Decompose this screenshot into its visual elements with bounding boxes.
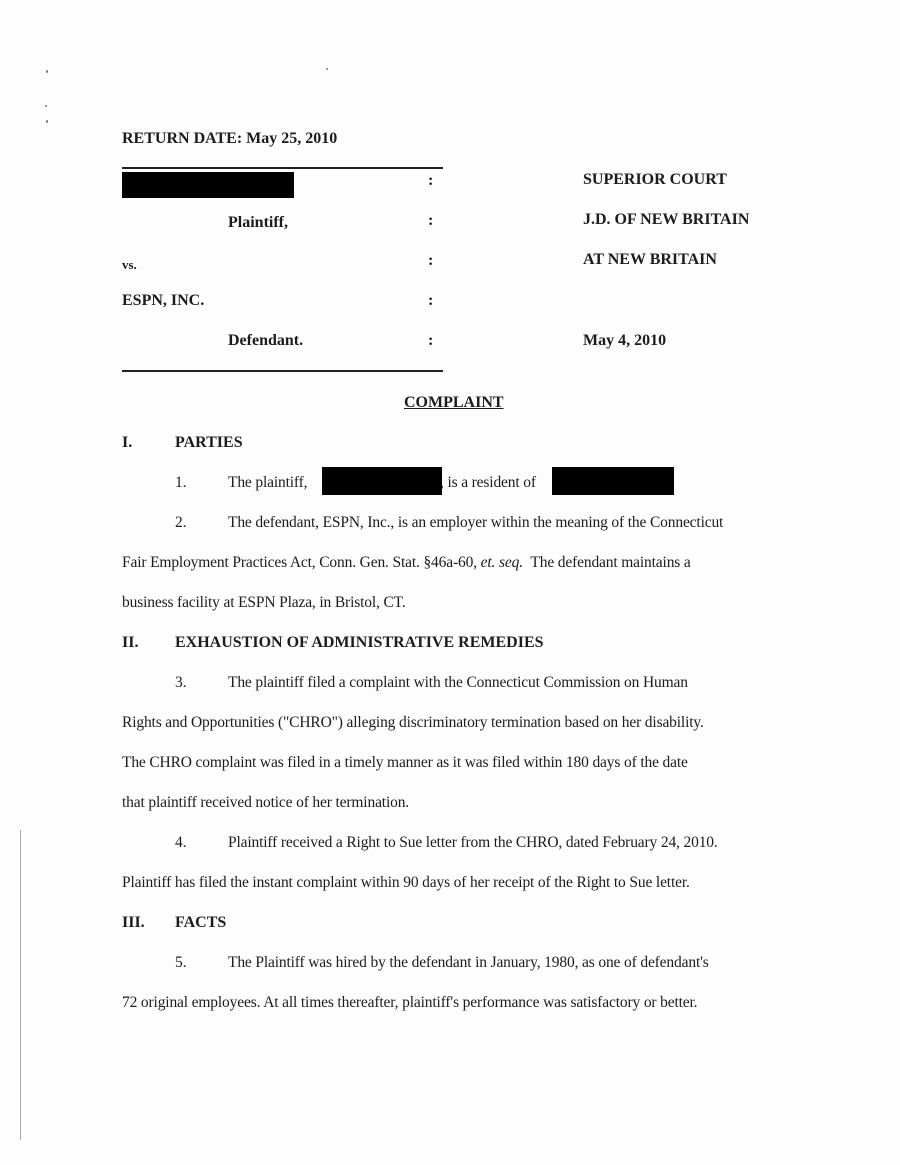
paragraph-3-line-3: The CHRO complaint was filed in a timely manner as it was filed within 180 days of the date bbox=[122, 754, 688, 771]
paragraph-2-line-2-a: Fair Employment Practices Act, Conn. Gen. Stat. §46a-60, bbox=[122, 554, 477, 571]
paragraph-5-line-2: 72 original employees. At all times thereafter, plaintiff's performance was satisfactory or better. bbox=[122, 994, 698, 1011]
paragraph-2-line-2 bbox=[122, 554, 691, 572]
document-title: COMPLAINT bbox=[404, 394, 504, 411]
caption-colon: : bbox=[428, 332, 434, 349]
caption-top-rule bbox=[122, 167, 443, 169]
redacted-plaintiff-name bbox=[122, 172, 294, 198]
section-number: II. bbox=[122, 634, 139, 651]
paragraph-2-line-1: The defendant, ESPN, Inc., is an employer within the meaning of the Connecticut bbox=[228, 514, 724, 531]
paragraph-number: 3. bbox=[175, 674, 187, 691]
court-district: J.D. OF NEW BRITAIN bbox=[583, 211, 750, 228]
caption-colon: : bbox=[428, 292, 434, 309]
defendant-label: Defendant. bbox=[228, 332, 304, 349]
paragraph-3-line-1: The plaintiff filed a complaint with the Connecticut Commission on Human bbox=[228, 674, 688, 691]
paragraph-number: 4. bbox=[175, 834, 187, 851]
scan-speck bbox=[46, 70, 48, 73]
caption-colon: : bbox=[428, 212, 434, 229]
paragraph-1-text-a: The plaintiff, bbox=[228, 474, 308, 491]
redacted-residence bbox=[552, 467, 674, 495]
redacted-plaintiff-name-inline bbox=[322, 467, 442, 495]
paragraph-number: 1. bbox=[175, 474, 187, 491]
paragraph-2-line-2-em: et. seq. bbox=[480, 554, 523, 571]
filing-date: May 4, 2010 bbox=[583, 332, 667, 349]
paragraph-5-line-1: The Plaintiff was hired by the defendant in January, 1980, as one of defendant's bbox=[228, 954, 709, 971]
section-title-parties: PARTIES bbox=[175, 434, 243, 451]
paragraph-3-line-2: Rights and Opportunities ("CHRO") alleging discriminatory termination based on her disability. bbox=[122, 714, 704, 731]
court-location: AT NEW BRITAIN bbox=[583, 251, 717, 268]
paragraph-4-line-2: Plaintiff has filed the instant complaint within 90 days of her receipt of the Right to Sue letter. bbox=[122, 874, 690, 891]
plaintiff-label: Plaintiff, bbox=[228, 214, 288, 231]
vs-label: vs. bbox=[122, 257, 137, 272]
scan-speck bbox=[45, 105, 47, 107]
caption-colon: : bbox=[428, 252, 434, 269]
paragraph-3-line-4: that plaintiff received notice of her termination. bbox=[122, 794, 410, 811]
paragraph-2-line-2-b: The defendant maintains a bbox=[530, 554, 691, 571]
caption-colon: : bbox=[428, 172, 434, 189]
paragraph-4-line-1: Plaintiff received a Right to Sue letter from the CHRO, dated February 24, 2010. bbox=[228, 834, 718, 851]
section-number: I. bbox=[122, 434, 133, 451]
section-number: III. bbox=[122, 914, 145, 931]
caption-bottom-rule bbox=[122, 370, 443, 372]
paragraph-number: 5. bbox=[175, 954, 187, 971]
paragraph-number: 2. bbox=[175, 514, 187, 531]
scan-edge-line bbox=[20, 830, 21, 1140]
paragraph-1-text-b: , is a resident of bbox=[440, 474, 536, 491]
court-name: SUPERIOR COURT bbox=[583, 171, 727, 188]
defendant-name: ESPN, INC. bbox=[122, 292, 205, 309]
section-title-facts: FACTS bbox=[175, 914, 227, 931]
section-title-exhaustion: EXHAUSTION OF ADMINISTRATIVE REMEDIES bbox=[175, 634, 544, 651]
scan-speck bbox=[46, 120, 48, 123]
scan-speck bbox=[326, 68, 328, 70]
return-date: RETURN DATE: May 25, 2010 bbox=[122, 130, 338, 147]
paragraph-2-line-3: business facility at ESPN Plaza, in Bristol, CT. bbox=[122, 594, 406, 611]
